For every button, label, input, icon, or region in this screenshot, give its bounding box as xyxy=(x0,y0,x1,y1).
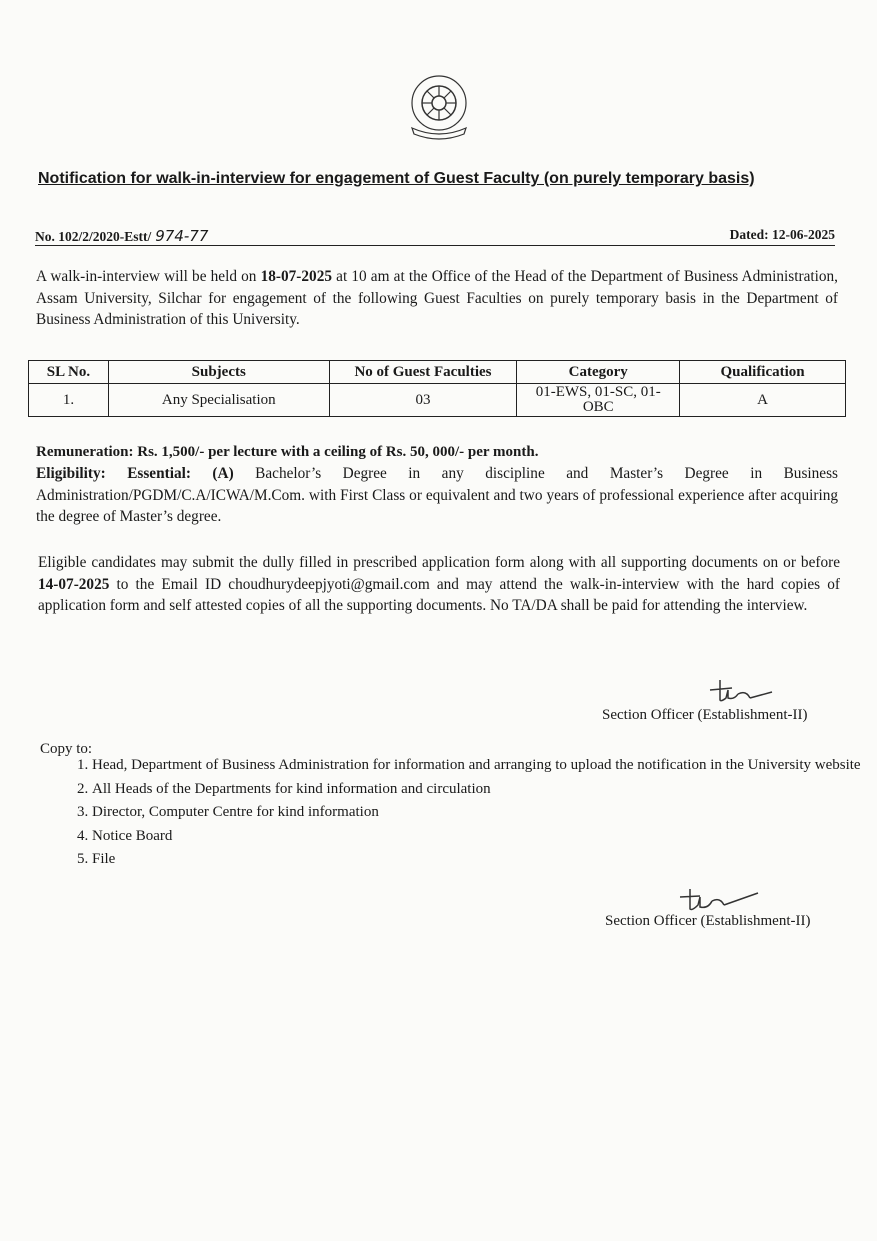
date-issued: Dated: 12-06-2025 xyxy=(729,227,835,242)
handwritten-reference: 974-77 xyxy=(155,227,209,245)
copy-to-label: Copy to: xyxy=(40,741,93,757)
eligibility-paragraph: Eligibility: Essential: (A) Bachelor’s Degree in any discipline and Master’s Degree in Business Administration/PGDM/C.A/ICWA/M.Com. with First Class or equivalent and two years of professional experience after acquiring the degree of Master’s degree. xyxy=(36,465,838,525)
table-cell: Any Specialisation xyxy=(108,384,329,417)
table-cell: 03 xyxy=(329,384,517,417)
interview-date: 18-07-2025 xyxy=(260,268,332,285)
intro-paragraph: A walk-in-interview will be held on 18-07-2025 at 10 am at the Office of the Head of the Department of Business Administration, Assam University, Silchar for engagement of the following Guest Faculties on purely temporary basis in the Department of Business Administration of this University. xyxy=(36,268,838,328)
list-item: 1. Head, Department of Business Administration for information and arranging to upload the notification in the University website xyxy=(92,754,862,778)
table-cell: 01-EWS, 01-SC, 01-OBC xyxy=(517,384,680,417)
notification-title: Notification for walk-in-interview for engagement of Guest Faculty (on purely temporary basis) xyxy=(38,170,755,187)
submission-paragraph: Eligible candidates may submit the dully filled in prescribed application form along with all supporting documents on or before 14-07-2025 to the Email ID choudhurydeepjyoti@gmail.com and may attend the walk-in-interview with the hard copies of application form and self attested copies of all the supporting documents. No TA/DA shall be paid for attending the interview. xyxy=(38,554,840,614)
signature-2 xyxy=(676,885,766,913)
list-item: 3. Director, Computer Centre for kind information xyxy=(92,801,862,825)
email-link[interactable]: choudhurydeepjyoti@gmail.com xyxy=(228,575,430,593)
reference-number: No. 102/2/2020-Estt/ 974-77 xyxy=(35,227,209,245)
list-item: 2. All Heads of the Departments for kind information and circulation xyxy=(92,778,862,802)
table-header: Subjects xyxy=(108,361,329,384)
deadline-date: 14-07-2025 xyxy=(38,575,110,593)
table-header: No of Guest Faculties xyxy=(329,361,517,384)
signature-1 xyxy=(706,676,776,706)
university-logo xyxy=(404,70,474,144)
table-cell: 1. xyxy=(29,384,109,417)
eligibility-label: Eligibility: Essential: (A) xyxy=(36,465,234,482)
list-item: 5. File xyxy=(92,848,862,872)
table-row xyxy=(29,384,846,417)
section-officer-signatory: Section Officer (Establishment-II) xyxy=(605,913,811,929)
table-cell: A xyxy=(680,384,846,417)
remuneration: Remuneration: Rs. 1,500/- per lecture with a ceiling of Rs. 50, 000/- per month. xyxy=(36,444,539,460)
vacancy-table xyxy=(28,360,846,417)
list-item: 4. Notice Board xyxy=(92,825,862,849)
table-header: SL No. xyxy=(29,361,109,384)
copy-to-list xyxy=(58,754,862,872)
section-officer-signatory: Section Officer (Establishment-II) xyxy=(602,707,808,723)
table-header: Category xyxy=(517,361,680,384)
table-header: Qualification xyxy=(680,361,846,384)
table-header-row xyxy=(29,361,846,384)
reference-line xyxy=(35,227,835,246)
